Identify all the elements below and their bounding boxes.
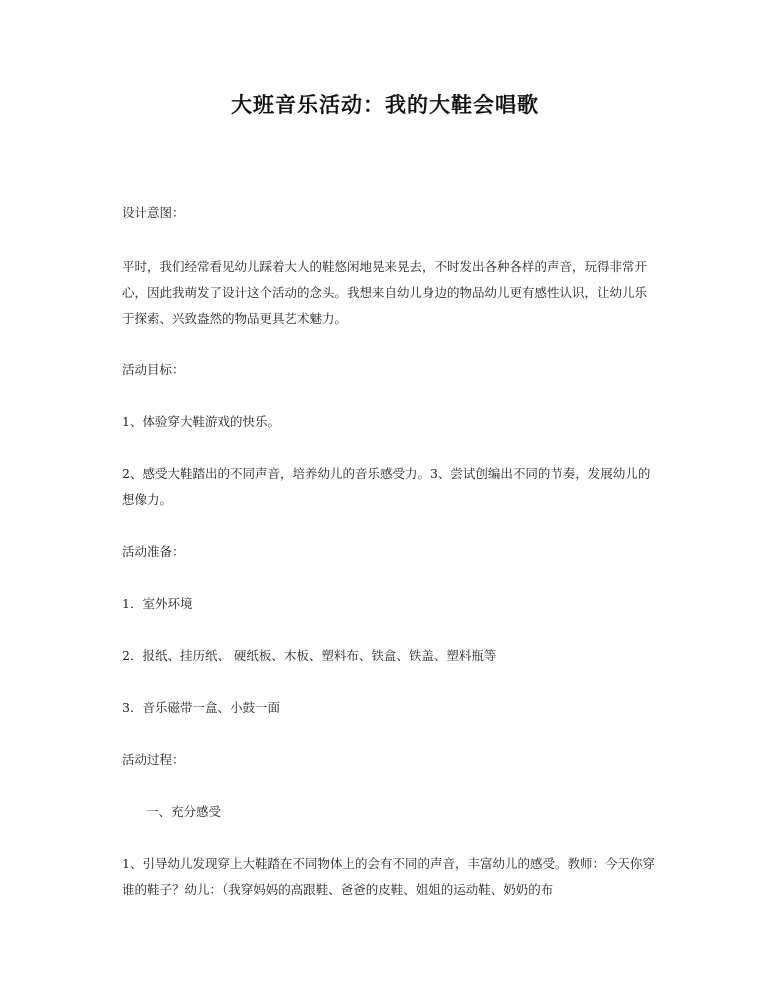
section-heading-process: 活动过程： bbox=[122, 752, 185, 767]
preparation-item-1: 1．室外环境 bbox=[122, 596, 193, 611]
section-heading-preparation: 活动准备： bbox=[122, 544, 185, 559]
preparation-item-3: 3．音乐磁带一盒、小鼓一面 bbox=[122, 700, 280, 715]
goal-item-1: 1、体验穿大鞋游戏的快乐。 bbox=[122, 414, 280, 429]
section-heading-goals: 活动目标： bbox=[122, 362, 185, 377]
preparation-item-2: 2．报纸、挂历纸、 硬纸板、木板、塑料布、铁盒、铁盖、塑料瓶等 bbox=[122, 648, 497, 663]
process-step-1: 1、引导幼儿发现穿上大鞋踏在不同物体上的会有不同的声音，丰富幼儿的感受。教师：今天你穿谁的鞋子？幼儿：（我穿妈妈的高跟鞋、爸爸的皮鞋、姐姐的运动鞋、奶奶的布 bbox=[122, 856, 655, 897]
process-step-heading: 一、充分感受 bbox=[146, 804, 222, 819]
section-heading-design-intent: 设计意图： bbox=[122, 205, 185, 220]
page-title: 大班音乐活动：我的大鞋会唱歌 bbox=[231, 92, 539, 117]
paragraph-design-intent: 平时，我们经常看见幼儿踩着大人的鞋悠闲地晃来晃去，不时发出各种各样的声音，玩得非常开心，因此我萌发了设计这个活动的念头。我想来自幼儿身边的物品幼儿更有感性认识，让幼儿乐于探索、兴致盎然的物品更具艺术魅力。 bbox=[122, 259, 648, 326]
goal-item-2-3: 2、感受大鞋踏出的不同声音，培养幼儿的音乐感受力。3、尝试创编出不同的节奏，发展幼儿的想像力。 bbox=[122, 466, 651, 507]
